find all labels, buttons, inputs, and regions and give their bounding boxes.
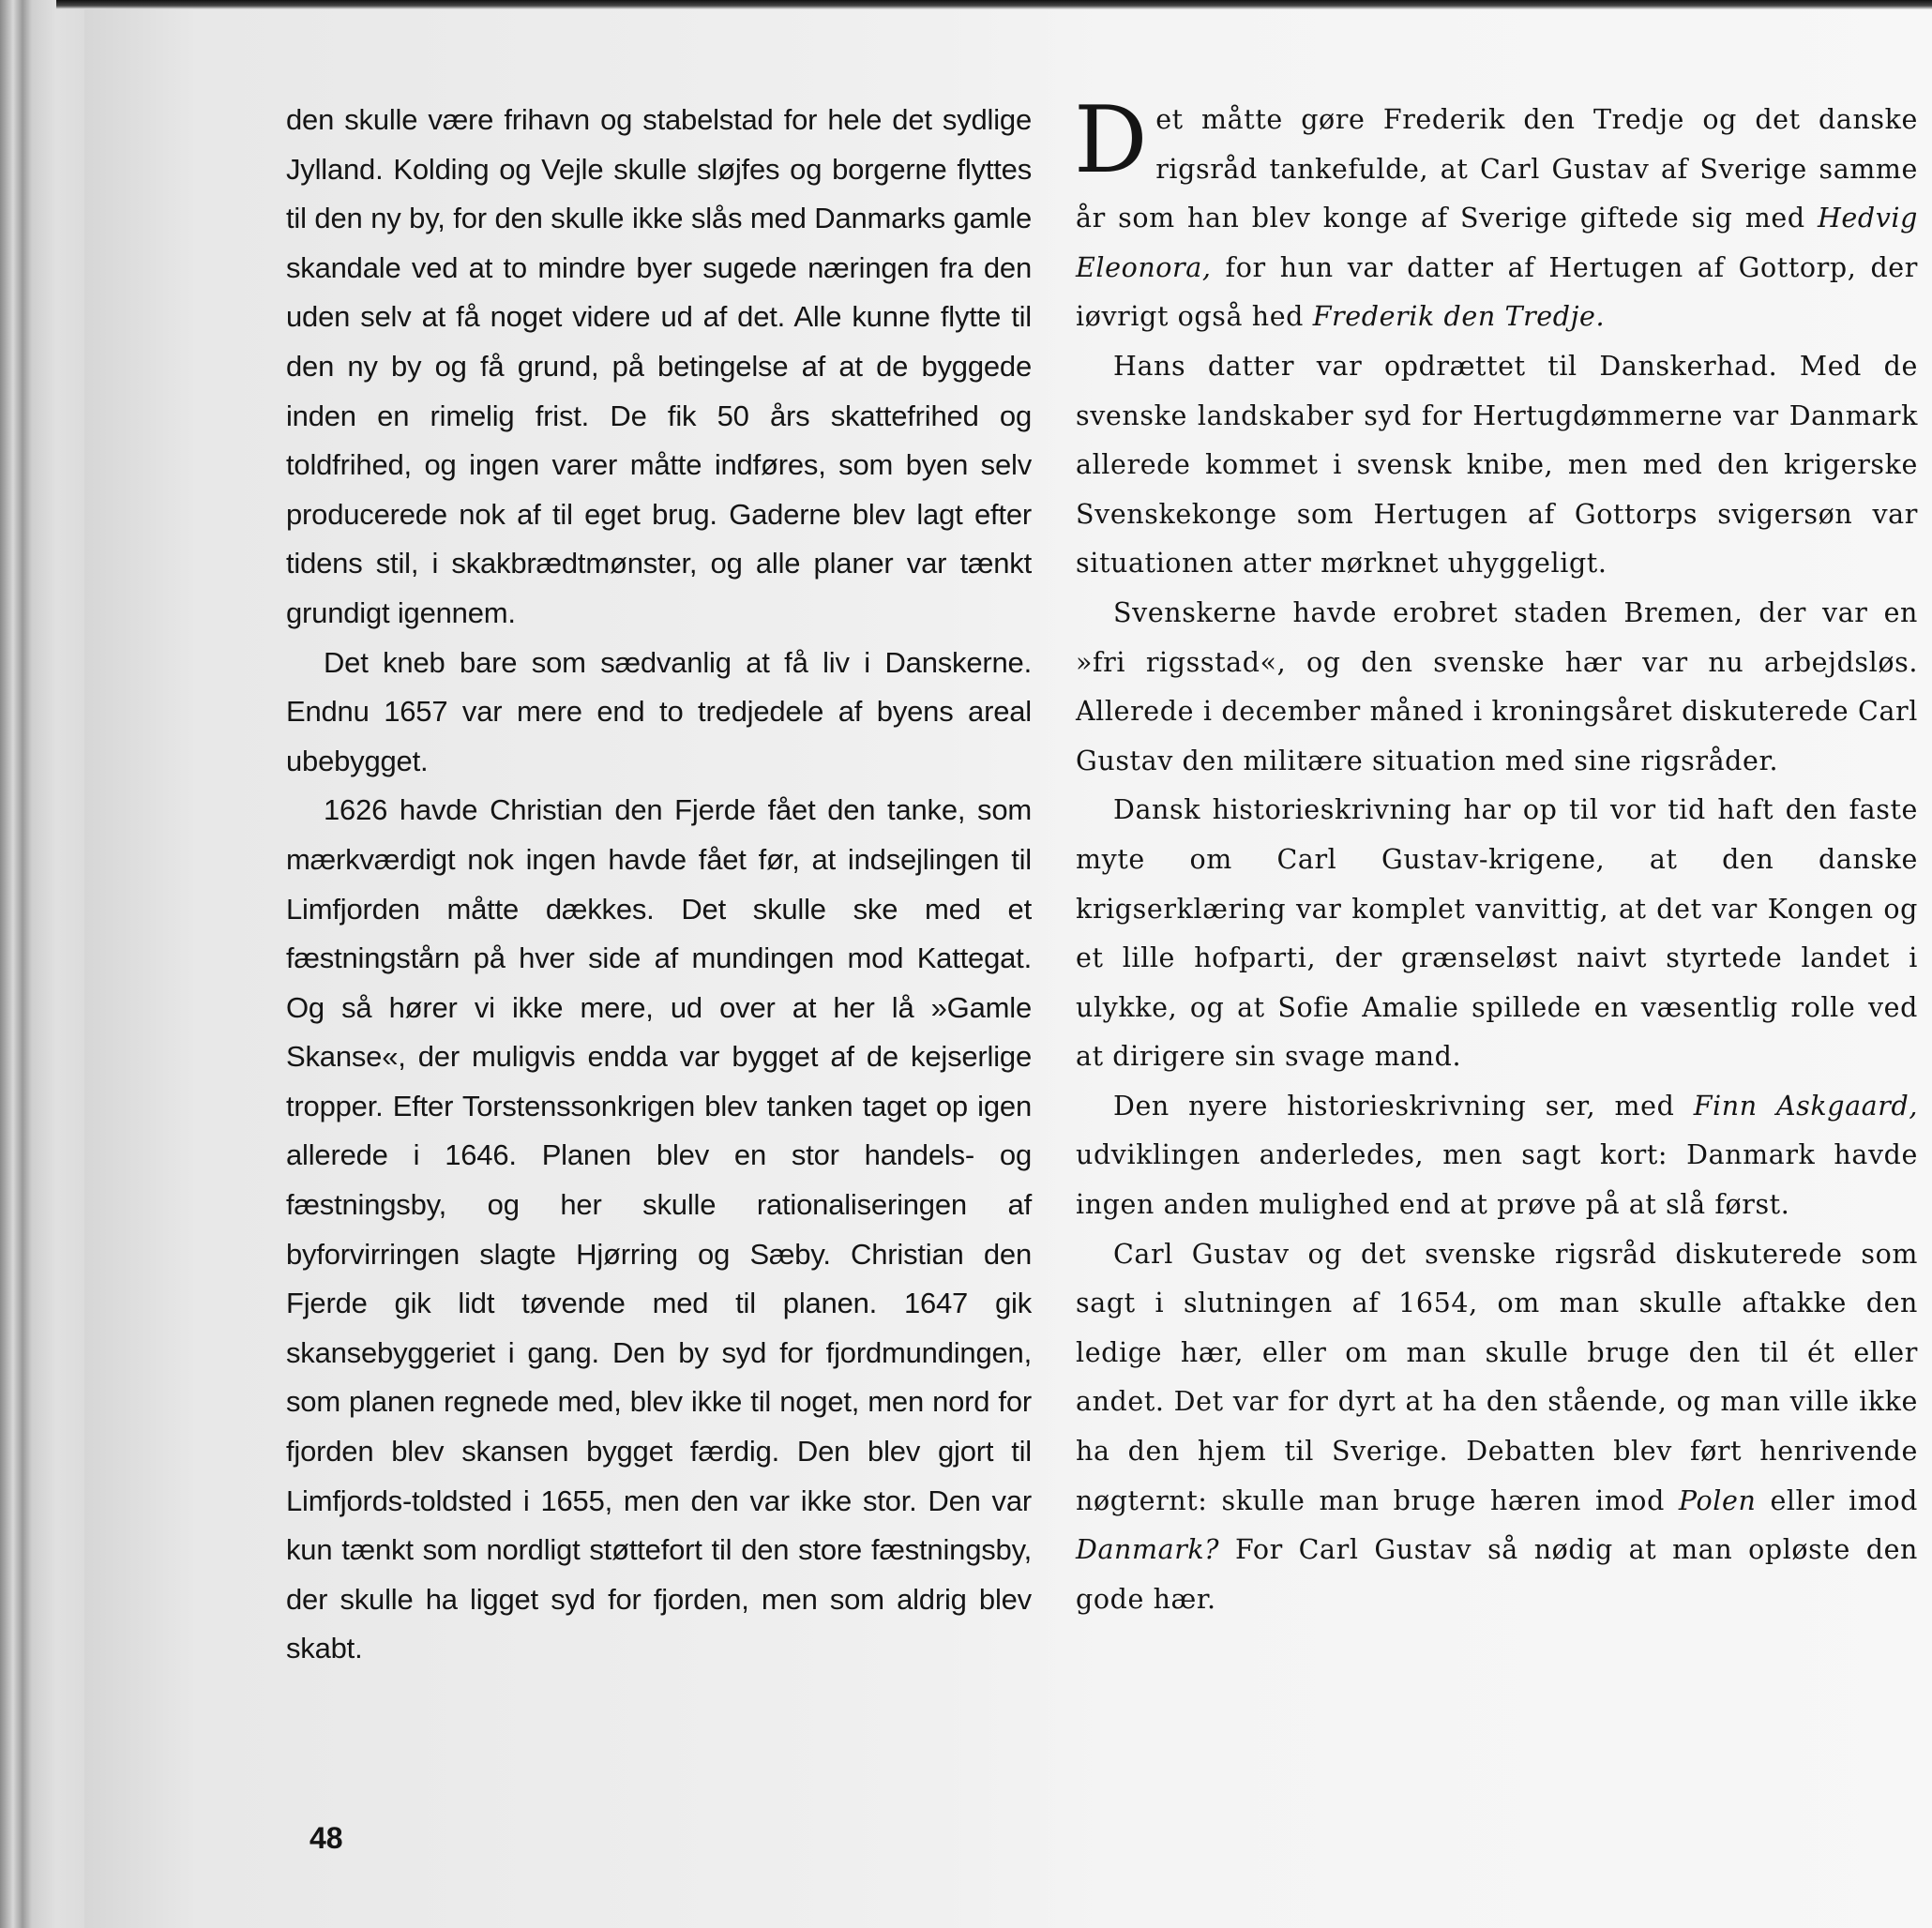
page-number: 48 — [309, 1821, 343, 1855]
top-shadow-band — [56, 0, 1932, 9]
right-paragraph-5 — [1076, 1082, 1918, 1230]
book-spine-edge — [0, 0, 84, 1928]
right-p1-text-1: et måtte gøre Frederik den Tredje og det danske rigsråd tankefulde, at Carl Gustav af Sverige samme år som han blev konge af Sverige giftede sig med — [1076, 104, 1918, 234]
right-p6-text-2: eller imod — [1756, 1484, 1918, 1516]
right-p1-italic-2: Frederik den Tredje. — [1312, 301, 1606, 333]
right-paragraph-4: Dansk historieskrivning har op til vor tid haft den faste myte om Carl Gustav-krigene, at den danske krigserklæring var komplet vanvittig, at det var Kongen og et lille hofparti, der grænseløst naivt styrtede landet i ulykke, og at Sofie Amalie spillede en væsentlig rolle ved at dirigere sin svage mand. — [1076, 794, 1918, 1073]
right-p5-italic-1: Finn Askgaard, — [1693, 1090, 1918, 1122]
right-paragraph-1 — [1074, 87, 1918, 342]
right-p1-text-2: for hun var datter af Hertugen af Gottorp, der iøvrigt også hed — [1076, 251, 1918, 333]
right-p6-italic-2: Danmark? — [1076, 1534, 1220, 1566]
left-paragraph-3: 1626 havde Christian den Fjerde fået den tanke, som mærkværdigt nok ingen havde fået før, at indsejlingen til Limfjorden måtte dækkes. Det skulle ske med et fæstningstårn på hver side af mundingen mod Kattegat. Og så hører vi ikke mere, ud over at her lå »Gamle Skanse«, der muligvis endda var bygget af de kejserlige tropper. Efter Torstenssonkrigen blev tanken taget op igen allerede i 1646. Planen blev en stor handels- og fæstningsby, og her skulle rationaliseringen af byforvirringen slagte Hjørring og Sæby. Christian den Fjerde gik lidt tøvende med til planen. 1647 gik skansebyggeriet i gang. Den by syd for fjordmundingen, som planen regnede med, blev ikke til noget, men nord for fjorden blev skansen bygget færdig. Den blev gjort til Limfjords-toldsted i 1655, men den var ikke stor. Den var kun tænkt som nordligt støttefort til den store fæstningsby, der skulle ha ligget syd for fjorden, men som aldrig blev skabt. — [286, 793, 1032, 1665]
right-p6-text-3: For Carl Gustav så nødig at man opløste den gode hær. — [1076, 1534, 1918, 1615]
right-p6-text-1: Carl Gustav og det svenske rigsråd diskuterede som sagt i slutningen af 1654, om man skulle aftakke den ledige hær, eller om man skulle bruge den til ét eller andet. Det var for dyrt at ha den stående, og man ville ikke ha den hjem til Sverige. Debatten blev ført henrivende nøgternt: skulle man bruge hæren imod — [1076, 1238, 1918, 1516]
right-p5-text-1: Den nyere historieskrivning ser, med — [1113, 1090, 1694, 1122]
drop-cap: D — [1074, 87, 1149, 194]
right-p1-italic-1: Hedvig Eleonora, — [1076, 203, 1918, 283]
left-paragraph-2: Det kneb bare som sædvanlig at få liv i Danskerne. Endnu 1657 var mere end to tredjedele af byens areal ubebygget. — [286, 645, 1032, 777]
right-paragraph-6 — [1076, 1230, 1918, 1625]
right-paragraph-3: Svenskerne havde erobret staden Bremen, der var en »fri rigsstad«, og den svenske hær var nu arbejdsløs. Allerede i december måned i kroningsåret diskuterede Carl Gustav den militære situation med sine rigsråder. — [1076, 596, 1918, 776]
right-p5-text-2: udviklingen anderledes, men sagt kort: Danmark havde ingen anden mulighed end at prøve på at slå først. — [1076, 1139, 1918, 1221]
book-page — [84, 9, 1932, 1928]
left-paragraph-1: den skulle være frihavn og stabelstad for hele det sydlige Jylland. Kolding og Vejle skulle sløjfes og borgerne flyttes til den ny by, for den skulle ikke slås med Danmarks gamle skandale ved at to mindre byer sugede næringen fra den uden selv at få noget videre ud af det. Alle kunne flytte til den ny by og få grund, på betingelse af at de byggede inden en rimelig frist. De fik 50 års skattefrihed og toldfrihed, og ingen varer måtte indføres, som byen selv producerede nok af til eget brug. Gaderne blev lagt efter tidens stil, i skakbrædtmønster, og alle planer var tænkt grundigt igennem. — [286, 103, 1032, 629]
right-p6-italic-1: Polen — [1678, 1484, 1757, 1516]
left-text-column — [286, 96, 1032, 1674]
right-text-column — [1074, 87, 1918, 1624]
right-paragraph-2: Hans datter var opdrættet til Danskerhad. Med de svenske landskaber syd for Hertugdømmerne var Danmark allerede kommet i svensk knibe, men med den krigerske Svenskekonge som Hertugen af Gottorps svigersøn var situationen atter mørknet uhyggeligt. — [1076, 350, 1918, 580]
